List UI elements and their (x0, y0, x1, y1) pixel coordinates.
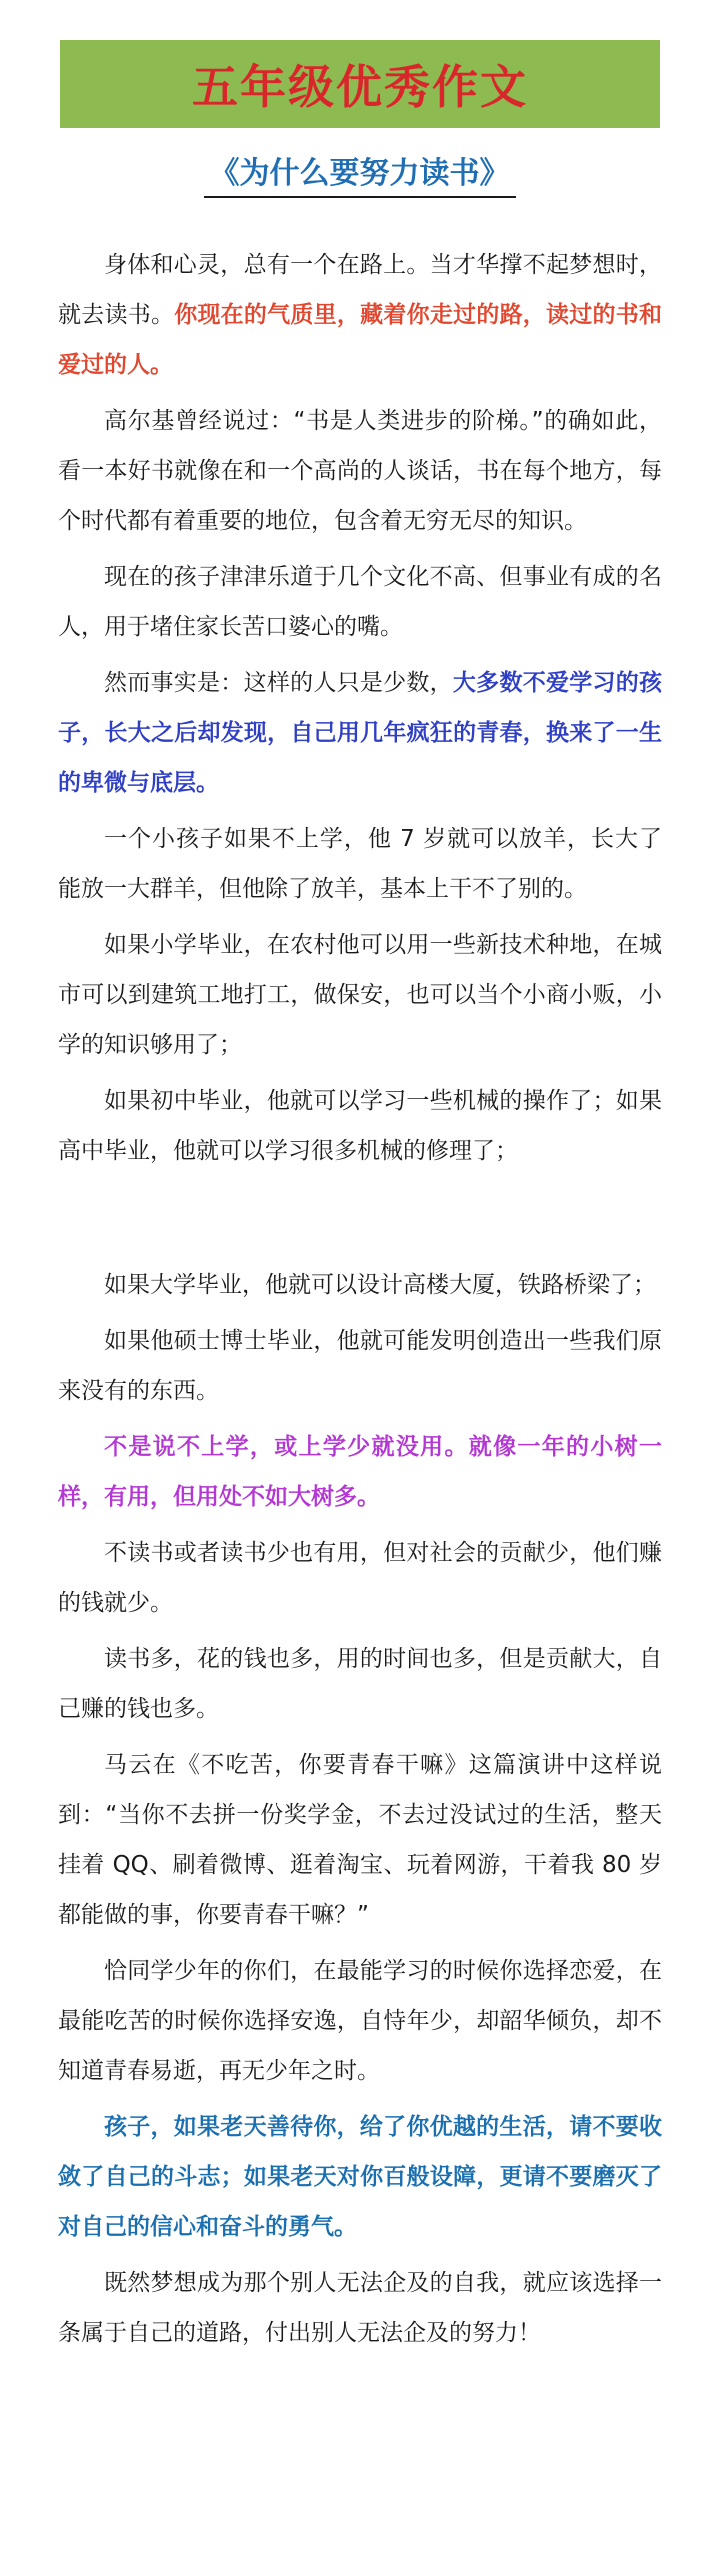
paragraph (58, 1946, 662, 2096)
text-segment: 如果初中毕业，他就可以学习一些机械的操作了；如果高中毕业，他就可以学习很多机械的修理了； (58, 1088, 662, 1164)
paragraph (58, 1316, 662, 1416)
text-segment: 然而事实是：这样的人只是少数， (104, 670, 453, 696)
paragraph (58, 1740, 662, 1940)
paragraph (58, 1634, 662, 1734)
text-segment: 恰同学少年的你们，在最能学习的时候你选择恋爱，在最能吃苦的时候你选择安逸，自恃年少，却韶华倾负，却不知道青春易逝，再无少年之时。 (58, 1958, 662, 2084)
text-segment: 不读书或者读书少也有用，但对社会的贡献少，他们赚的钱就少。 (58, 1540, 662, 1616)
paragraph (58, 1076, 662, 1176)
paragraph (58, 2102, 662, 2252)
subtitle-wrap (0, 148, 719, 198)
paragraph (58, 240, 662, 390)
text-segment: 马云在《不吃苦，你要青春干嘛》这篇演讲中这样说到：“当你不去拼一份奖学金，不去过没试过的生活，整天挂着 QQ、刷着微博、逛着淘宝、玩着网游，干着我 80 岁都能做的事，你要青春干嘛？” (58, 1752, 662, 1928)
text-segment: 身体和心灵，总有一个在路上。当才华撑不起梦想时，就去读书。 (58, 252, 662, 328)
paragraph (58, 1260, 662, 1310)
paragraph (58, 658, 662, 808)
paragraph (58, 1528, 662, 1628)
text-segment: 如果小学毕业，在农村他可以用一些新技术种地，在城市可以到建筑工地打工，做保安，也可以当个小商小贩，小学的知识够用了； (58, 932, 662, 1058)
paragraph (58, 1422, 662, 1522)
essay-title: 《为什么要努力读书》 (204, 148, 516, 198)
text-segment: 如果大学毕业，他就可以设计高楼大厦，铁路桥梁了； (104, 1272, 656, 1298)
highlight-segment: 你现在的气质里，藏着你走过的路，读过的书和爱过的人。 (58, 302, 663, 378)
paragraph (58, 920, 662, 1070)
page-title: 五年级优秀作文 (192, 60, 528, 114)
text-segment: 现在的孩子津津乐道于几个文化不高、但事业有成的名人，用于堵住家长苦口婆心的嘴。 (58, 564, 662, 640)
paragraph (58, 396, 662, 546)
highlight-segment: 大多数不爱学习的孩子，长大之后却发现，自己用几年疯狂的青春，换来了一生的卑微与底层。 (58, 670, 663, 796)
text-segment: 高尔基曾经说过：“书是人类进步的阶梯。”的确如此，看一本好书就像在和一个高尚的人谈话，书在每个地方，每个时代都有着重要的地位，包含着无穷无尽的知识。 (58, 408, 662, 534)
highlight-segment: 孩子，如果老天善待你，给了你优越的生活，请不要收敛了自己的斗志；如果老天对你百般设障，更请不要磨灭了对自己的信心和奋斗的勇气。 (58, 2114, 662, 2240)
highlight-segment: 不是说不上学，或上学少就没用。就像一年的小树一样，有用，但用处不如大树多。 (58, 1434, 662, 1510)
paragraph (58, 814, 662, 914)
text-segment: 既然梦想成为那个别人无法企及的自我，就应该选择一条属于自己的道路，付出别人无法企及的努力！ (58, 2270, 662, 2346)
text-segment: 如果他硕士博士毕业，他就可能发明创造出一些我们原来没有的东西。 (58, 1328, 662, 1404)
paragraph-gap (58, 1182, 662, 1260)
text-segment: 一个小孩子如果不上学，他 7 岁就可以放羊，长大了能放一大群羊，但他除了放羊，基本上干不了别的。 (58, 826, 662, 902)
text-segment: 读书多，花的钱也多，用的时间也多，但是贡献大，自己赚的钱也多。 (58, 1646, 662, 1722)
title-banner (60, 40, 660, 128)
essay-body (58, 240, 662, 2364)
paragraph (58, 2258, 662, 2358)
paragraph (58, 552, 662, 652)
